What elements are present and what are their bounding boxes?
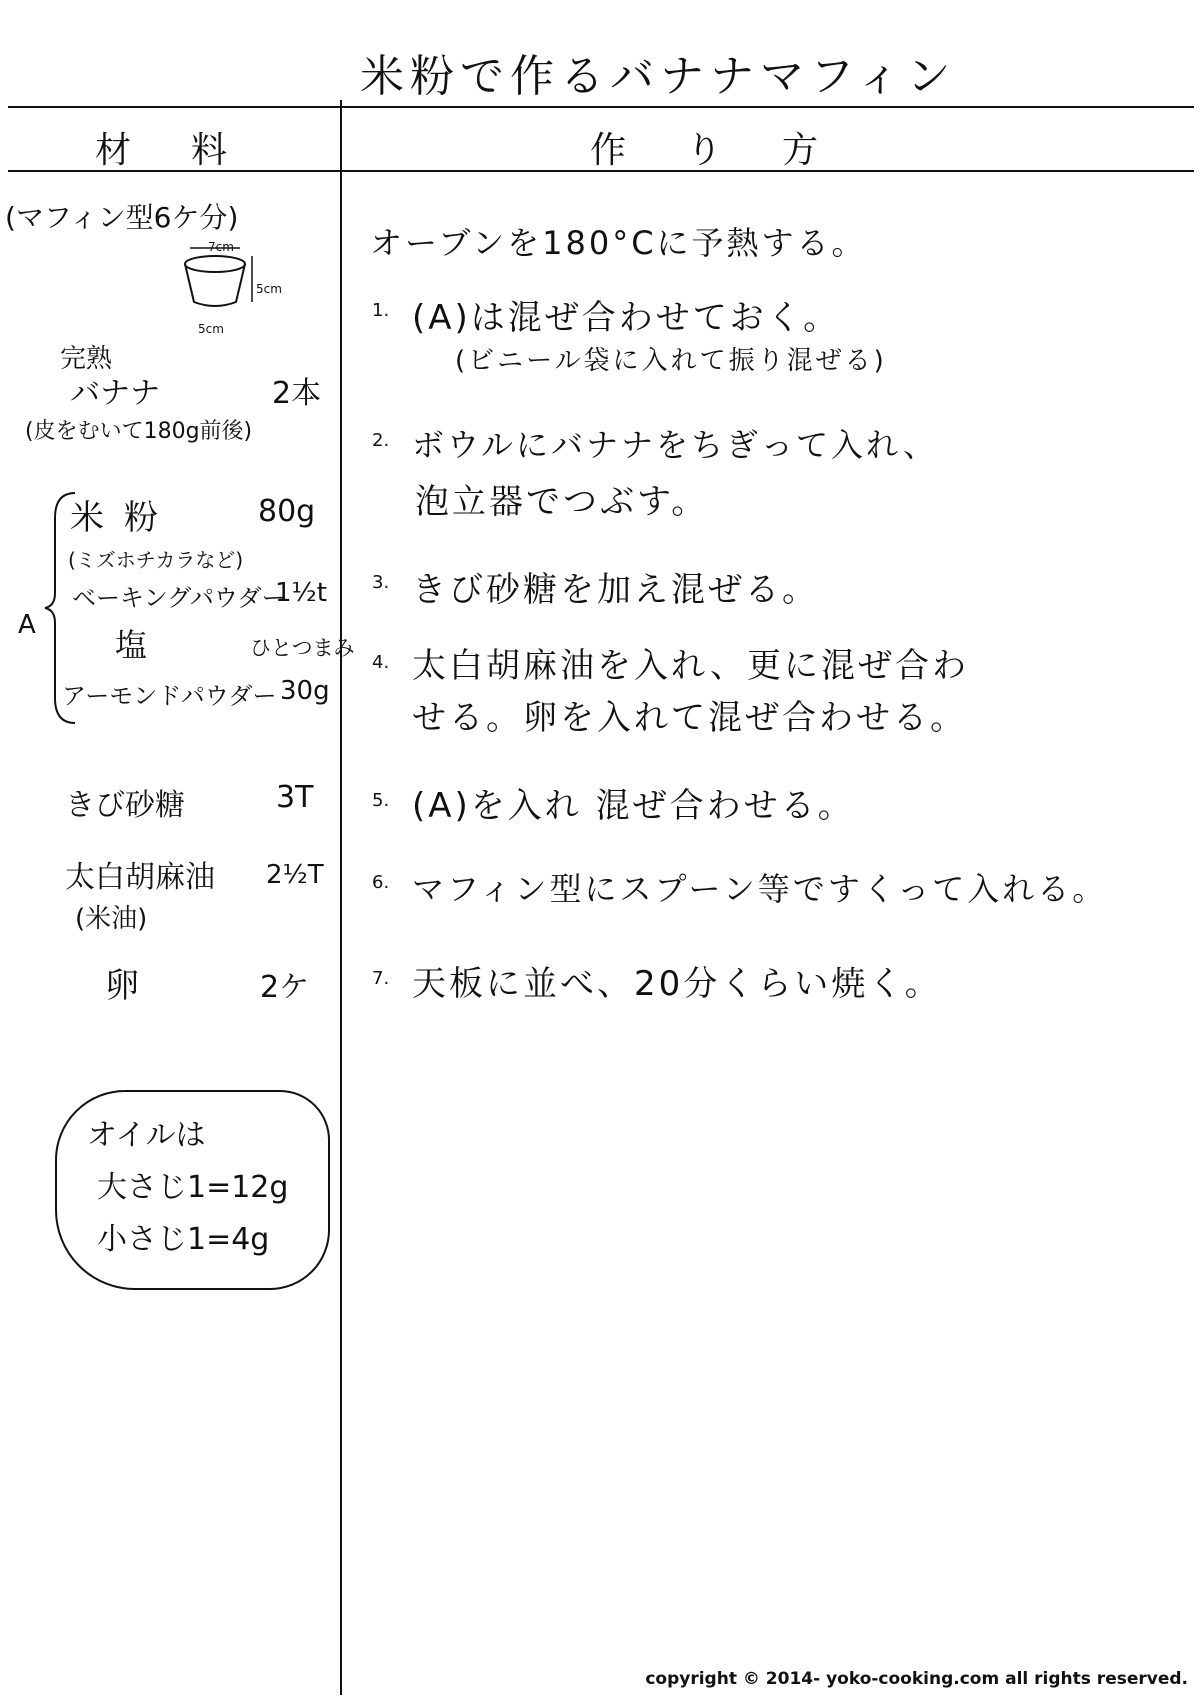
ingredients-header: 材料 [95,130,288,171]
copyright-notice: copyright © 2014- yoko-cooking.com all rights reserved. [645,1669,1188,1689]
memo-line-1: オイルは [87,1118,206,1153]
step-4-text-a: 太白胡麻油を入れ、更に混ぜ合わ [412,646,970,686]
step-1-note: (ビニール袋に入れて振り混ぜる) [455,346,887,376]
banana-note-top: 完熟 [60,344,113,374]
cup-top-size: 7cm [208,240,234,254]
step-6-text: マフィン型にスプーン等ですくって入れる。 [412,870,1108,908]
sugar-amount: 3T [276,780,314,815]
rice-flour-note: (ミズホチカラなど) [68,548,244,572]
method-header: 作り方 [590,130,879,171]
step-4-text-b: せる。卵を入れて混ぜ合わせる。 [412,698,967,738]
baking-powder-name: ベーキングパウダー [72,584,286,612]
almond-powder-amount: 30g [280,676,330,706]
oil-amount: 2½T [266,860,324,890]
step-2-text-b: 泡立器でつぶす。 [415,482,709,522]
almond-powder-name: アーモンドパウダー [62,682,277,710]
banana-name: バナナ [70,376,160,411]
step-1-text: (A)は混ぜ合わせておく。 [412,298,841,338]
salt-amount: ひとつまみ [250,636,355,660]
step-5-text: (A)を入れ 混ぜ合わせる。 [412,786,855,826]
preheat-text: オーブンを180°Cに予熱する。 [370,224,867,262]
step-2-number: 2. [372,430,390,451]
column-divider [340,100,342,1695]
egg-name: 卵 [105,966,139,1006]
step-2-text-a: ボウルにバナナをちぎって入れ、 [412,426,938,464]
banana-amount: 2本 [272,376,322,411]
baking-powder-amount: 1½t [275,578,327,608]
yield-label: (マフィン型6ケ分) [5,201,239,234]
step-3-number: 3. [372,572,390,593]
group-label: A [18,610,36,640]
rice-flour-amount: 80g [258,494,316,529]
oil-name: 太白胡麻油 [65,860,215,895]
cup-bottom-size: 5cm [198,322,224,336]
egg-amount: 2ケ [260,970,310,1005]
step-1-number: 1. [372,300,390,321]
step-4-number: 4. [372,652,390,673]
page-title: 米粉で作るバナナマフィン [360,51,957,102]
step-5-number: 5. [372,790,390,811]
banana-note: (皮をむいて180g前後) [25,419,253,444]
step-7-text: 天板に並べ、20分くらい焼く。 [412,964,942,1004]
step-6-number: 6. [372,872,390,893]
step-3-text: きび砂糖を加え混ぜる。 [412,570,819,610]
step-7-number: 7. [372,968,390,989]
memo-line-2: 大さじ1=12g [97,1170,289,1205]
sugar-name: きび砂糖 [65,788,185,823]
salt-name: 塩 [115,626,148,664]
rice-flour-name: 米粉 [70,498,178,538]
oil-note: (米油) [75,904,148,934]
cup-height-size: 5cm [256,282,282,296]
memo-line-3: 小さじ1=4g [97,1222,270,1257]
top-rule [8,106,1194,108]
oil-measure-memo [55,1090,330,1290]
